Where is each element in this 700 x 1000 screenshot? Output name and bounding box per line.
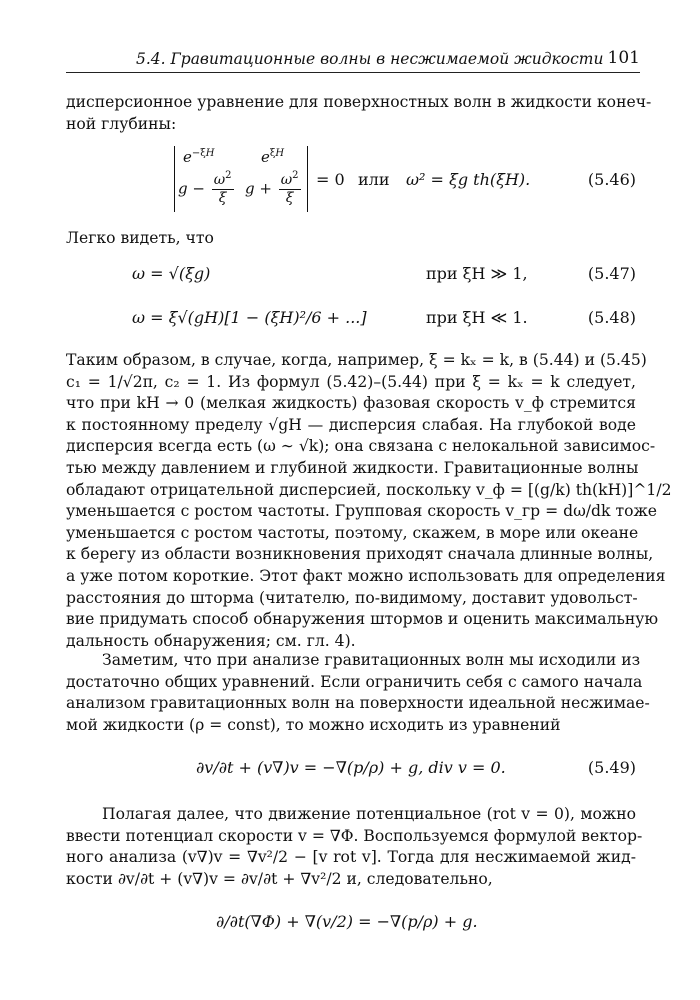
matrix-cell: g − $\frac{\omega^2}{\xi}$ xyxy=(178,170,232,206)
text-line: к постоянному пределу √gH — дисперсия слабая. На глубокой воде xyxy=(66,415,636,434)
text-line: кости ∂v/∂t + (v∇)v = ∂v/∂t + ∇v²/2 и, следовательно, xyxy=(66,869,493,888)
text-line: дисперсия всегда есть (ω ∼ √k); она связана с нелокальной зависимос- xyxy=(66,437,656,456)
text-line: дальность обнаружения; см. гл. 4). xyxy=(66,631,356,650)
running-head xyxy=(66,46,640,73)
text-line xyxy=(66,228,636,250)
page-number: 101 xyxy=(607,48,640,68)
section-title: 5.4. Гравитационные волны в несжимаемой жидкости xyxy=(136,50,604,68)
text-line: ввести потенциал скорости v = ∇Φ. Воспользуемся формулой вектор- xyxy=(66,826,643,845)
equation-5-49 xyxy=(66,752,636,792)
paragraph-1 xyxy=(66,350,672,652)
text-line: ной глубины: xyxy=(66,114,177,133)
text-line: ного анализа (v∇)v = ∇v²/2 − [v rot v]. Тогда для несжимаемой жид- xyxy=(66,848,636,867)
equation-5-46 xyxy=(66,146,636,216)
text-line: тью между давлением и глубиной жидкости. Гравитационные волны xyxy=(66,458,639,477)
equation-number: (5.48) xyxy=(587,308,636,327)
text-line: Легко видеть, что xyxy=(66,229,214,247)
equation-condition: при ξH ≫ 1, xyxy=(426,264,528,283)
text-line: что при kH → 0 (мелкая жидкость) фазовая скорость v_ф стремится xyxy=(66,394,636,413)
equation-number: (5.49) xyxy=(587,758,636,777)
paragraph-2 xyxy=(66,650,650,736)
text-line: Заметим, что при анализе гравитационных волн мы исходили из xyxy=(102,651,641,669)
text-line: а уже потом короткие. Этот факт можно использовать для определения xyxy=(66,566,666,585)
text-line: уменьшается с ростом частоты, поэтому, скажем, в море или океане xyxy=(66,523,639,542)
text-line: к берегу из области возникновения приходят сначала длинные волны, xyxy=(66,545,654,564)
equation-rhs: = 0 xyxy=(316,170,345,189)
matrix-cell: $e^{\xi H}$ xyxy=(261,148,285,166)
determinant xyxy=(174,146,308,212)
text-line: обладают отрицательной дисперсией, поскольку v_ф = [(g/k) th(kH)]^1/2 xyxy=(66,480,672,499)
text-line: дисперсионное уравнение для поверхностных волн в жидкости конеч- xyxy=(66,93,652,111)
text-line: вие придумать способ обнаружения штормов и оценить максимальную xyxy=(66,610,659,629)
equation-final xyxy=(66,906,636,946)
matrix-cell: g + $\frac{\omega^2}{\xi}$ xyxy=(245,170,299,206)
equation-5-48 xyxy=(66,306,636,338)
text-line: анализом гравитационных волн на поверхности идеальной несжимае- xyxy=(66,694,650,713)
text-line: c₁ = 1/√2π, c₂ = 1. Из формул (5.42)–(5.44) при ξ = kₓ = k следует, xyxy=(66,372,636,391)
equation-alt: ω² = ξg th(ξH). xyxy=(406,170,531,189)
text-line: Полагая далее, что движение потенциальное (rot v = 0), можно xyxy=(102,805,636,823)
equation-number: (5.47) xyxy=(587,264,636,283)
text-line: уменьшается с ростом частоты. Групповая скорость v_гр = dω/dk тоже xyxy=(66,502,658,521)
text-line: расстояния до шторма (читателю, по-видимому, доставит удовольст- xyxy=(66,588,638,607)
paragraph-3 xyxy=(66,804,643,890)
equation-body: ∂/∂t(∇Φ) + ∇(v/2) = −∇(p/ρ) + g. xyxy=(216,912,478,931)
equation-connector: или xyxy=(358,170,390,189)
text-line: мой жидкости (ρ = const), то можно исходить из уравнений xyxy=(66,715,561,734)
equation-body: ω = √(ξg) xyxy=(132,264,211,283)
intro-paragraph xyxy=(66,92,652,135)
text-line: Таким образом, в случае, когда, например, ξ = kₓ = k, в (5.44) и (5.45) xyxy=(66,351,647,369)
equation-body: ω = ξ√(gH)[1 − (ξH)²/6 + ...] xyxy=(132,308,367,327)
equation-number: (5.46) xyxy=(587,170,636,189)
text-line: достаточно общих уравнений. Если ограничить себя с самого начала xyxy=(66,672,643,691)
equation-5-47 xyxy=(66,264,636,290)
matrix-cell: $e^{-\xi H}$ xyxy=(183,148,215,166)
equation-body: ∂v/∂t + (v∇)v = −∇(p/ρ) + g, div v = 0. xyxy=(196,758,506,777)
equation-condition: при ξH ≪ 1. xyxy=(426,308,528,327)
